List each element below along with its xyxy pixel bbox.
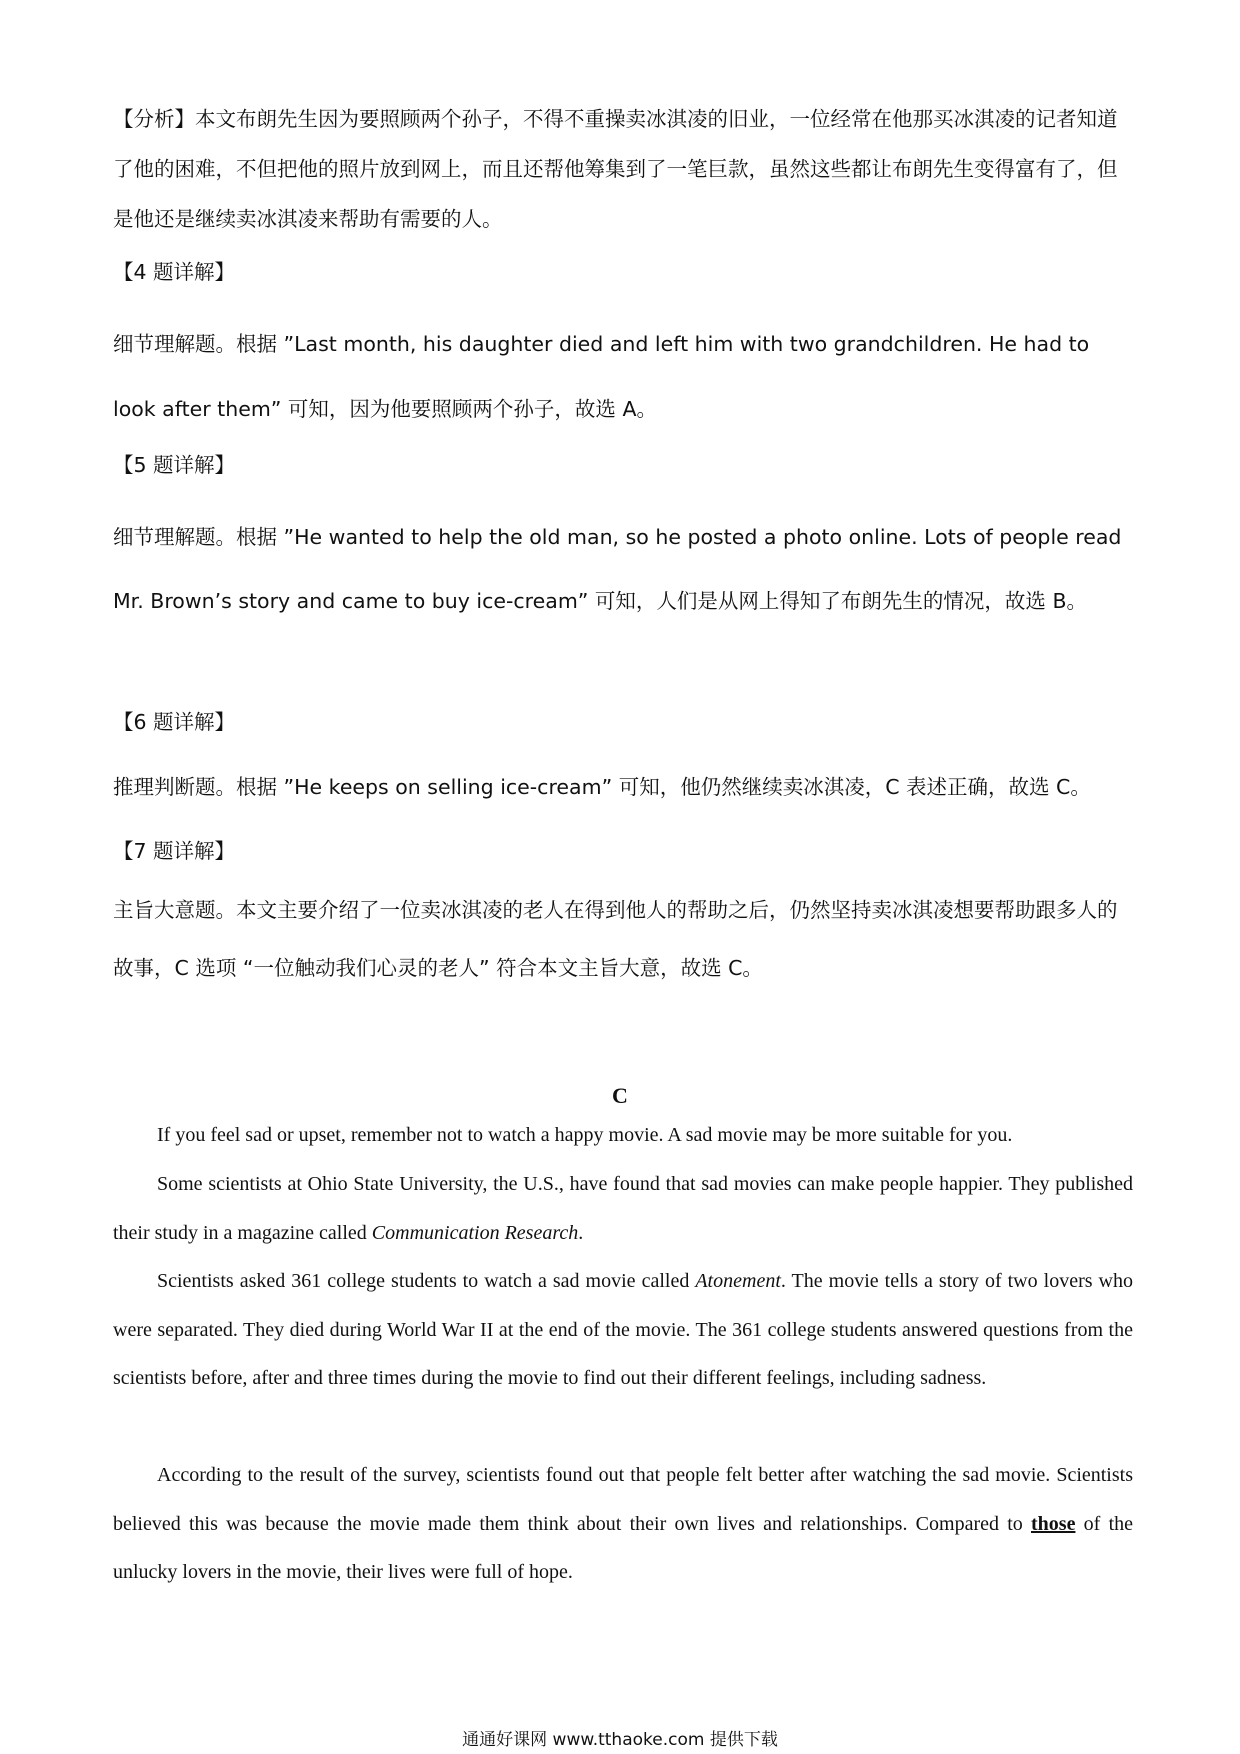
p2-end: .	[578, 1221, 584, 1244]
passage-title: C	[612, 1083, 628, 1108]
magazine-name: Communication Research	[371, 1221, 579, 1244]
q5-heading: 【5 题详解】	[113, 453, 236, 477]
q4-heading: 【4 题详解】	[113, 260, 236, 284]
passage-paragraph-3	[113, 1257, 1133, 1403]
passage-paragraph-2	[113, 1160, 1133, 1257]
q4-explanation: 细节理解题。根据 ”Last month, his daughter died and left him with two grandchildren. He had to look after them” 可知，因为他要照顾两个孙子，故选 A。	[113, 332, 1090, 421]
q5-explanation: 细节理解题。根据 ”He wanted to help the old man, so he posted a photo online. Lots of people read Mr. Brown’s story and came to buy ice-cream” 可知，人们是从网上得知了布朗先生的情况，故选 B。	[113, 525, 1122, 613]
p3-end: . The movie tells a story of two lovers who were separated. They died during World War II at the end of the movie. The 361 college students answered questions from the scientists before, after and three times during the movie to find out their different feelings, including sadness.	[113, 1270, 1133, 1389]
passage-paragraph-4	[113, 1451, 1133, 1597]
analysis-paragraph: 【分析】本文布朗先生因为要照顾两个孙子，不得不重操卖冰淇凌的旧业，一位经常在他那买冰淇凌的记者知道了他的困难，不但把他的照片放到网上，而且还帮他筹集到了一笔巨款，虽然这些都让布朗先生变得富有了，但是他还是继续卖冰淇凌来帮助有需要的人。	[113, 107, 1118, 231]
underlined-word: those	[1031, 1512, 1076, 1535]
p4-text: According to the result of the survey, scientists found out that people felt better after watching the sad movie. Scientists believed this was because the movie made them think about their own lives and relationships. Compared to	[113, 1464, 1133, 1535]
q6-heading: 【6 题详解】	[113, 710, 236, 734]
p2-text: Some scientists at Ohio State University, the U.S., have found that sad movies can make people happier. They published their study in a magazine called	[113, 1173, 1133, 1244]
movie-title: Atonement	[695, 1270, 781, 1292]
q6-explanation: 推理判断题。根据 ”He keeps on selling ice-cream” 可知，他仍然继续卖冰淇凌，C 表述正确，故选 C。	[113, 775, 1091, 799]
q7-heading: 【7 题详解】	[113, 839, 236, 863]
p4-end: of the unlucky lovers in the movie, their lives were full of hope.	[113, 1512, 1134, 1583]
p3-start: Scientists asked 361 college students to watch a sad movie called	[157, 1270, 696, 1292]
q7-explanation: 主旨大意题。本文主要介绍了一位卖冰淇凌的老人在得到他人的帮助之后，仍然坚持卖冰淇凌想要帮助跟多人的故事，C 选项 “一位触动我们心灵的老人” 符合本文主旨大意，故选 C。	[113, 898, 1118, 980]
footer-source: 通通好课网 www.tthaoke.com 提供下载	[462, 1730, 778, 1750]
passage-paragraph-1: If you feel sad or upset, remember not to watch a happy movie. A sad movie may be more suitable for you.	[157, 1124, 1013, 1146]
